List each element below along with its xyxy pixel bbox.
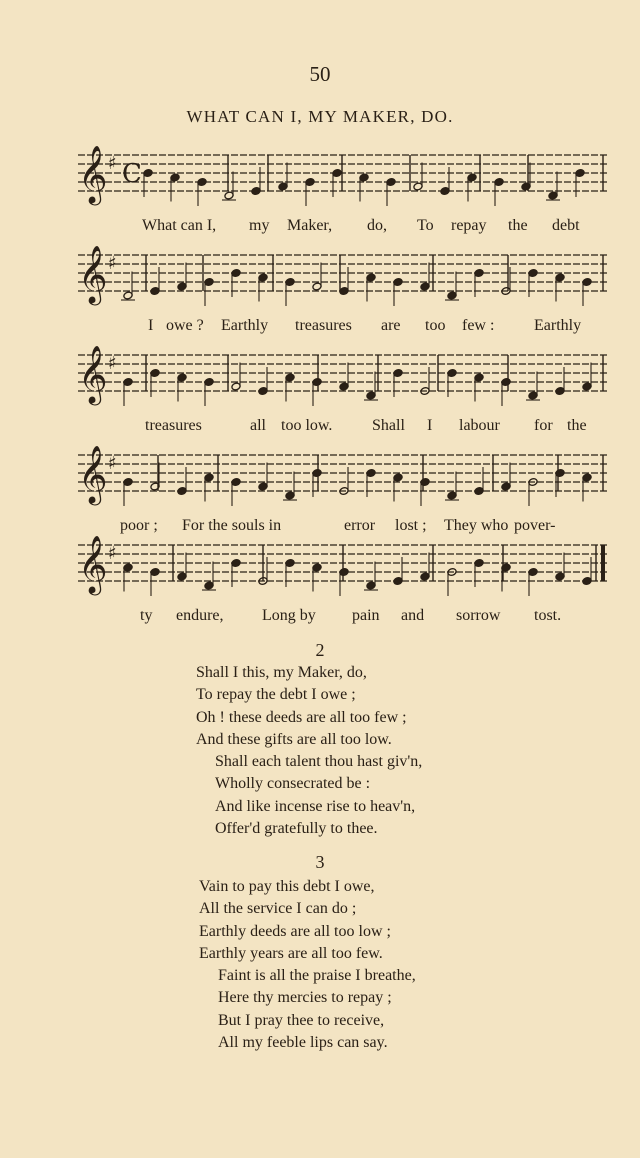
lyric-line-5 bbox=[78, 607, 608, 629]
verse-line: Shall I this, my Maker, do, bbox=[196, 664, 367, 681]
staff-2 bbox=[78, 247, 608, 315]
sharp-icon: ♯ bbox=[108, 453, 117, 474]
verse-2 bbox=[196, 662, 422, 840]
lyric-word: I bbox=[427, 417, 433, 434]
verse-line: Wholly consecrated be : bbox=[215, 775, 371, 793]
lyric-word: pover- bbox=[514, 517, 556, 534]
verse-number-3: 3 bbox=[315, 852, 325, 872]
music-system-4 bbox=[78, 447, 608, 547]
lyric-word: poor ; bbox=[120, 517, 158, 534]
lyric-word: What can I, bbox=[142, 217, 217, 234]
page-number: 50 bbox=[309, 62, 331, 86]
lyric-word: debt bbox=[552, 217, 580, 234]
lyric-word: my bbox=[249, 217, 270, 234]
music-system-1 bbox=[78, 147, 608, 247]
treble-clef-icon: 𝄞 bbox=[78, 535, 108, 593]
treble-clef-icon: 𝄞 bbox=[78, 245, 108, 303]
lyric-word: I bbox=[148, 317, 154, 334]
lyric-word: owe ? bbox=[166, 317, 204, 334]
staff-4 bbox=[78, 447, 608, 515]
lyric-word: tost. bbox=[534, 607, 562, 624]
verse-line: Here thy mercies to repay ; bbox=[218, 989, 392, 1007]
verse-line: Earthly deeds are all too low ; bbox=[199, 922, 391, 940]
verse-line: Shall each talent thou hast giv'n, bbox=[215, 753, 423, 771]
lyric-word: They who bbox=[444, 517, 509, 534]
verse-line: Faint is all the praise I breathe, bbox=[218, 967, 416, 985]
verse-line: Oh ! these deeds are all too few ; bbox=[196, 708, 407, 726]
treble-clef-icon: 𝄞 bbox=[78, 445, 108, 503]
sharp-icon: ♯ bbox=[108, 353, 117, 374]
lyric-word: Shall bbox=[372, 417, 405, 434]
lyric-line-3 bbox=[78, 417, 608, 439]
lyric-word: sorrow bbox=[456, 607, 501, 624]
music-system-3 bbox=[78, 347, 608, 447]
lyric-word: too bbox=[425, 317, 446, 334]
lyric-word: do, bbox=[367, 217, 387, 234]
lyric-line-2 bbox=[78, 317, 608, 339]
lyric-word: Earthly bbox=[221, 317, 269, 334]
lyric-word: pain bbox=[352, 607, 380, 624]
lyric-word: and bbox=[401, 607, 425, 624]
lyric-word: endure, bbox=[176, 607, 224, 624]
lyric-word: error bbox=[344, 517, 376, 534]
music-system-5 bbox=[78, 537, 608, 637]
sharp-icon: ♯ bbox=[108, 253, 117, 274]
verse-line: Offer'd gratefully to thee. bbox=[215, 820, 378, 838]
music-system-2 bbox=[78, 247, 608, 347]
verse-line: But I pray thee to receive, bbox=[218, 1011, 385, 1029]
lyric-word: Earthly bbox=[534, 317, 582, 334]
sharp-icon: ♯ bbox=[108, 543, 117, 564]
verse-number-2: 2 bbox=[315, 640, 325, 660]
verse-line: To repay the debt I owe ; bbox=[196, 686, 356, 704]
lyric-word: treasures bbox=[145, 417, 202, 434]
lyric-word: For the souls in bbox=[182, 517, 282, 534]
verse-line: And like incense rise to heav'n, bbox=[215, 797, 416, 815]
verse-line: And these gifts are all too low. bbox=[196, 730, 392, 748]
common-time-icon: C bbox=[122, 159, 142, 189]
lyric-word: To bbox=[417, 217, 434, 234]
lyric-word: the bbox=[567, 417, 587, 434]
lyric-word: few : bbox=[462, 317, 495, 334]
verse-line: All the service I can do ; bbox=[199, 900, 357, 918]
lyric-word: all bbox=[250, 417, 266, 434]
lyric-line-4 bbox=[78, 517, 608, 539]
sharp-icon: ♯ bbox=[108, 153, 117, 174]
lyric-word: repay bbox=[451, 217, 487, 234]
staff-3 bbox=[78, 347, 608, 415]
lyric-word: labour bbox=[459, 417, 500, 434]
staff-1 bbox=[78, 147, 608, 215]
hymn-title: WHAT CAN I, MY MAKER, DO. bbox=[186, 107, 454, 126]
treble-clef-icon: 𝄞 bbox=[78, 345, 108, 403]
lyric-word: Long by bbox=[262, 607, 316, 624]
lyric-word: for bbox=[534, 417, 553, 434]
lyric-word: the bbox=[508, 217, 528, 234]
lyric-word: Maker, bbox=[287, 217, 333, 234]
staff-5 bbox=[78, 537, 608, 605]
treble-clef-icon: 𝄞 bbox=[78, 145, 108, 203]
verse-line: All my feeble lips can say. bbox=[218, 1034, 388, 1052]
lyric-line-1 bbox=[78, 217, 608, 239]
lyric-word: are bbox=[381, 317, 401, 334]
verse-3 bbox=[199, 876, 416, 1054]
verse-line: Earthly years are all too few. bbox=[199, 944, 383, 962]
lyric-word: treasures bbox=[295, 317, 352, 334]
verse-line: Vain to pay this debt I owe, bbox=[199, 878, 375, 895]
lyric-word: lost ; bbox=[395, 517, 427, 534]
lyric-word: too low. bbox=[281, 417, 333, 434]
lyric-word: ty bbox=[140, 607, 153, 624]
